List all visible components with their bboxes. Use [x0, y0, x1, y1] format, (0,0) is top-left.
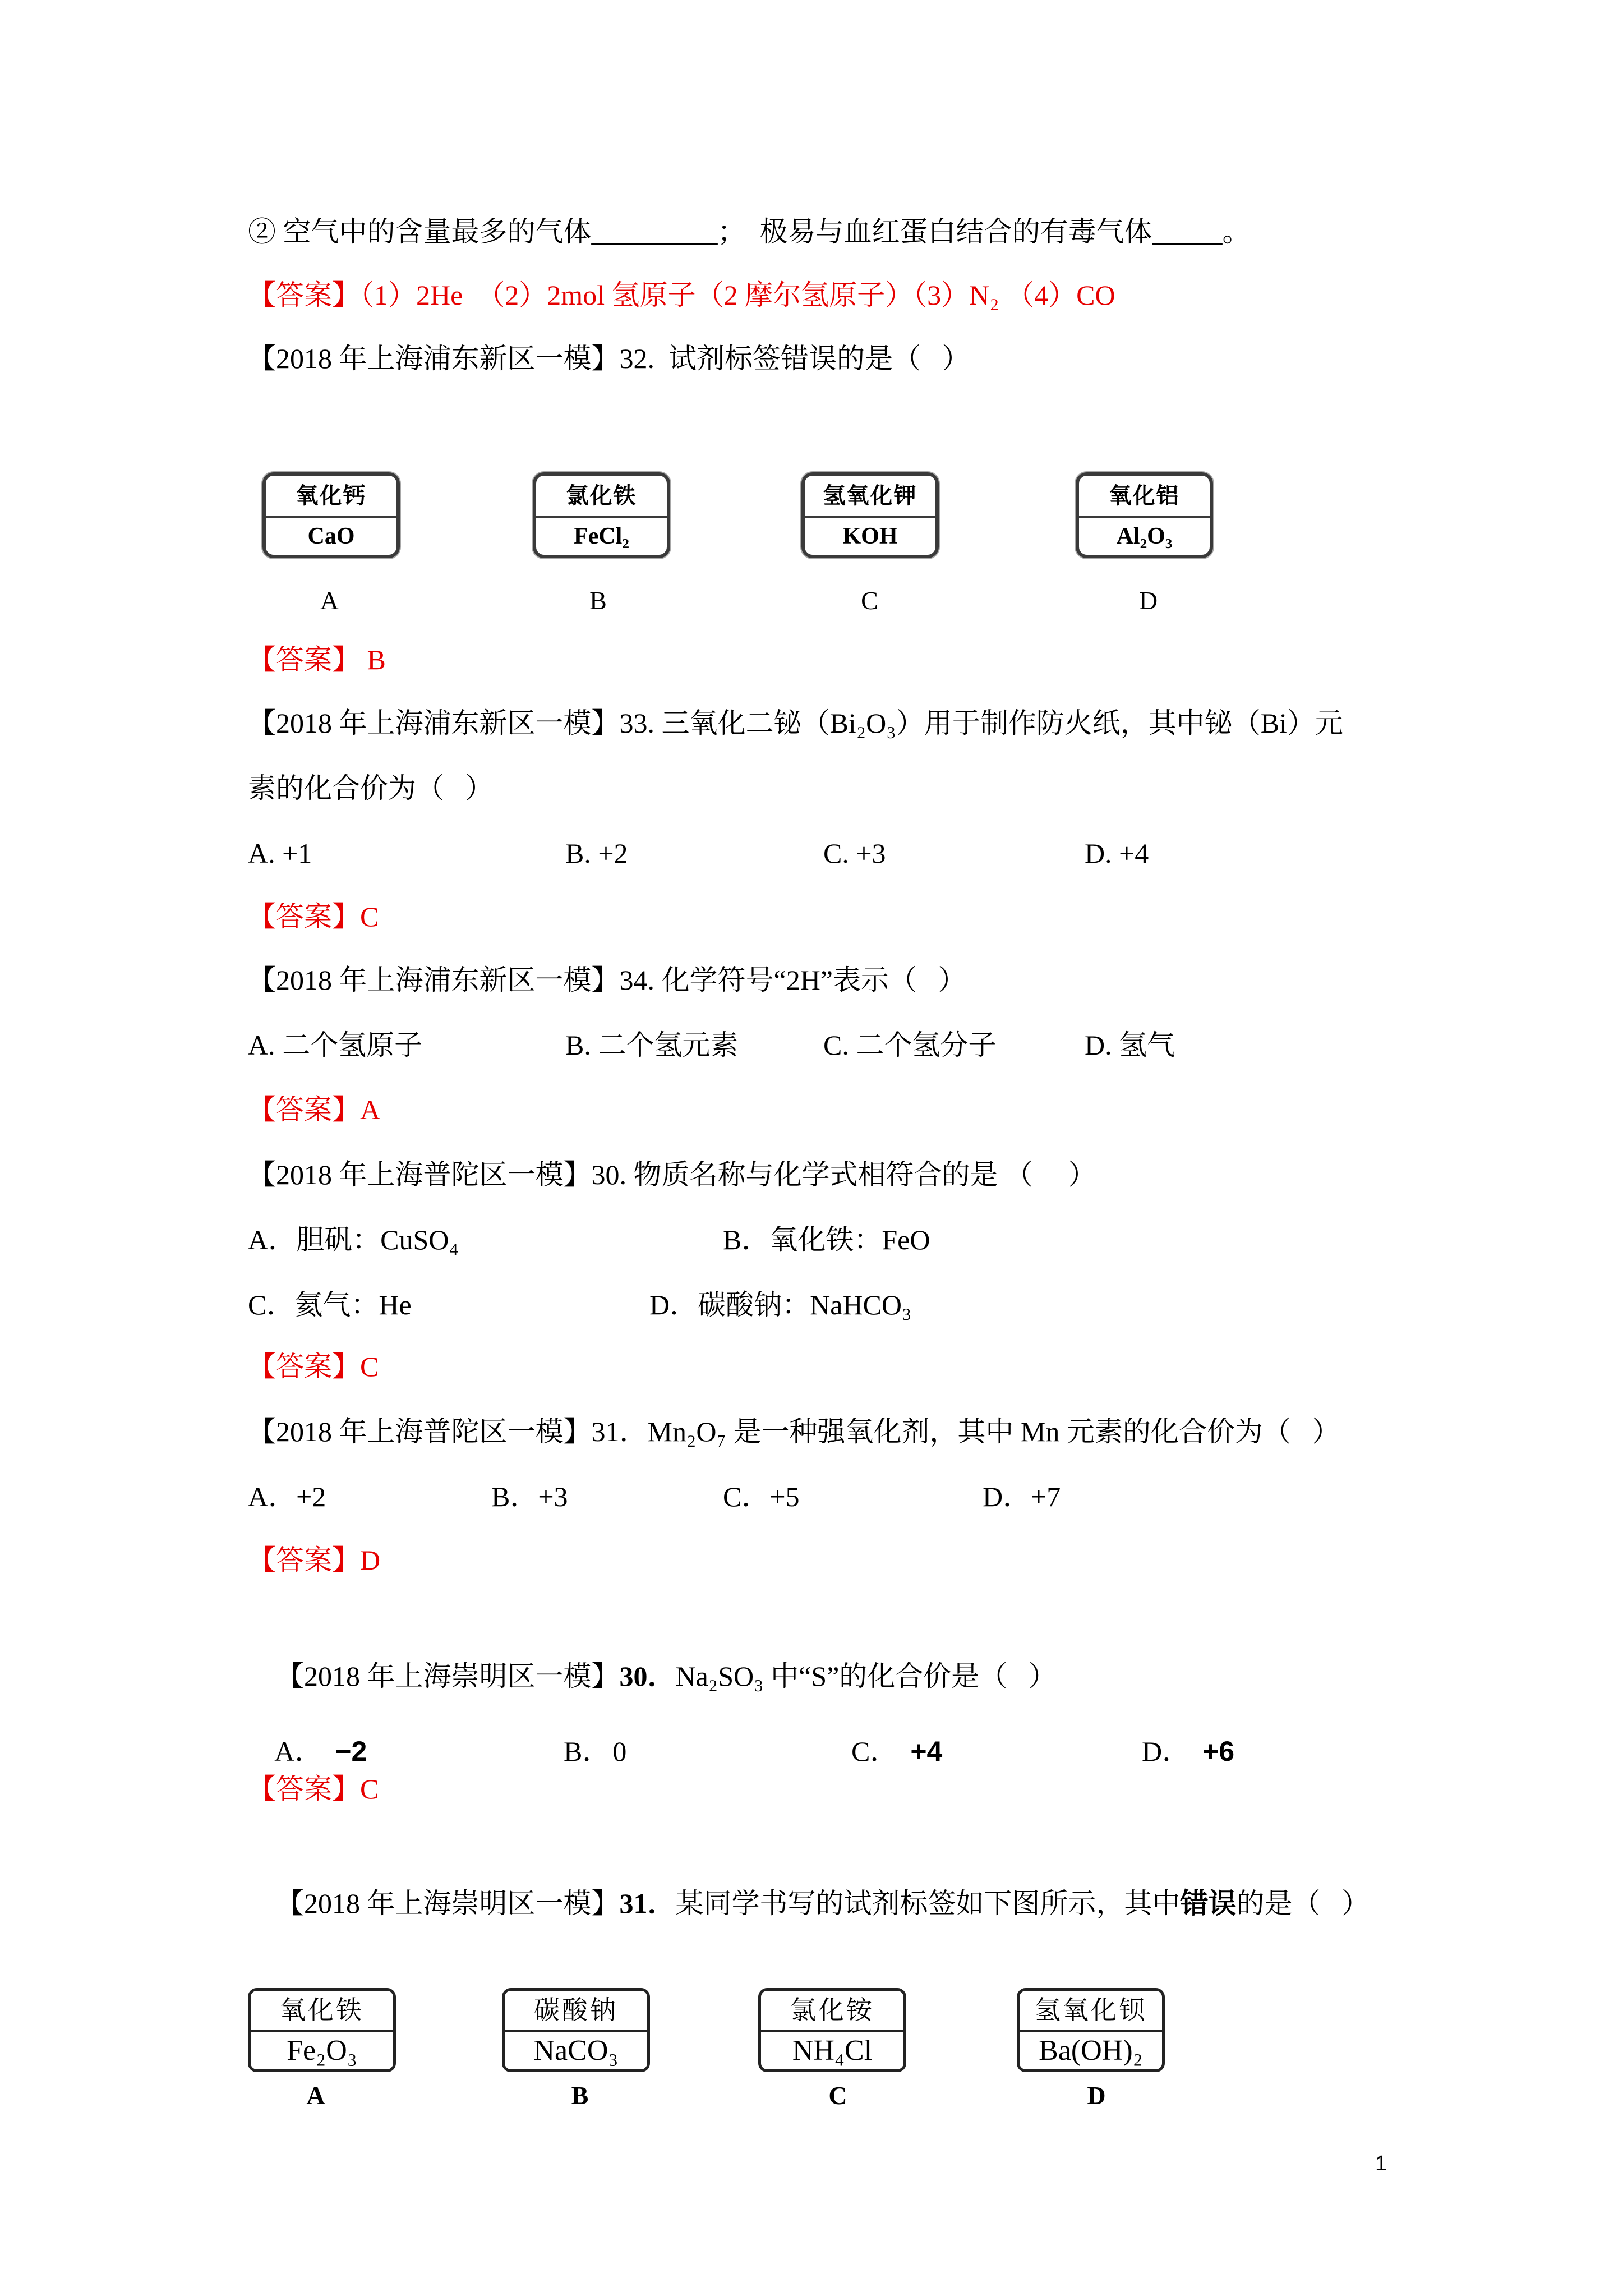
option-d: D．+7	[983, 1481, 1061, 1512]
question-source: 【2018 年上海崇明区一模】	[276, 1888, 620, 1919]
reagent-label-formula: NaCO₃	[533, 2035, 619, 2067]
option-d	[1114, 1692, 1235, 1767]
option-letter: C	[861, 586, 878, 615]
option-a: A. +1	[248, 838, 312, 869]
option-a	[248, 1692, 367, 1767]
option-a: A. 二个氢原子	[248, 1029, 423, 1061]
option-b: B. +2	[565, 838, 628, 869]
question-32-answer: 【答案】 B	[248, 644, 386, 675]
reagent-label-formula: Fe₂O₃	[287, 2035, 357, 2067]
option-b: B．+3	[491, 1481, 568, 1512]
question-emphasis: 错误	[1180, 1888, 1237, 1919]
reagent-label-formula: FeCl₂	[574, 523, 629, 549]
fill-in-answer: 【答案】（1）2He （2）2mol 氢原子（2 摩尔氢原子）（3）N₂ （4）CO	[248, 279, 1115, 311]
chongming-30-answer: 【答案】C	[248, 1773, 379, 1805]
option-value: 0	[612, 1736, 627, 1767]
option-a: A．胆矾：CuSO₄	[248, 1224, 459, 1255]
reagent-label-formula: Al₂O₃	[1116, 523, 1173, 549]
option-c: C. +3	[823, 838, 886, 869]
option-b: B．氧化铁：FeO	[723, 1224, 930, 1255]
question-number: 31．	[619, 1888, 676, 1919]
option-b	[536, 1692, 627, 1767]
option-label: A．	[274, 1736, 323, 1767]
option-label: B．	[564, 1736, 611, 1767]
reagent-label-card	[533, 472, 670, 558]
option-letter: A	[320, 586, 339, 615]
option-letter: A	[306, 2081, 325, 2110]
question-text-end: 的是（ ）	[1236, 1888, 1370, 1919]
option-d: D. +4	[1085, 838, 1149, 869]
chongming-30-stem	[248, 1617, 1057, 1692]
fill-in-question: ② 空气中的含量最多的气体_________； 极易与血红蛋白结合的有毒气体_____。	[248, 216, 1251, 247]
question-33-answer: 【答案】C	[248, 901, 379, 932]
putuo-30-answer: 【答案】C	[248, 1351, 379, 1382]
option-a: A．+2	[248, 1481, 326, 1512]
option-label: C．	[851, 1736, 898, 1767]
reagent-label-formula: Ba(OH)₂	[1039, 2035, 1143, 2067]
question-33-stem-line1: 【2018 年上海浦东新区一模】33. 三氧化二铋（Bi₂O₃）用于制作防火纸，其中铋（Bi）元	[248, 707, 1343, 739]
option-letter: B	[589, 586, 607, 615]
putuo-31-stem: 【2018 年上海普陀区一模】31．Mn₂O₇ 是一种强氧化剂，其中 Mn 元素的化合价为（ ）	[248, 1416, 1340, 1447]
reagent-label-name: 氯化铁	[536, 476, 667, 518]
question-32-stem: 【2018 年上海浦东新区一模】32. 试剂标签错误的是（ ）	[248, 343, 970, 374]
putuo-31-answer: 【答案】D	[248, 1544, 381, 1576]
option-c: C. 二个氢分子	[823, 1029, 997, 1061]
question-33-stem-line2: 素的化合价为（ ）	[248, 772, 494, 804]
question-number: 30．	[619, 1660, 676, 1692]
reagent-label-card	[801, 472, 939, 558]
reagent-label-name: 碳酸钠	[505, 1991, 647, 2032]
reagent-label-name: 氧化铁	[251, 1991, 393, 2032]
question-text: Na₂SO₃ 中“S”的化合价是（ ）	[675, 1660, 1057, 1692]
option-letter: D	[1087, 2081, 1106, 2110]
page-number: 1	[1375, 2152, 1387, 2175]
option-label: D．	[1142, 1736, 1191, 1767]
reagent-label-card	[502, 1988, 650, 2072]
reagent-label-formula: KOH	[842, 523, 898, 549]
reagent-label-card	[1076, 472, 1213, 558]
reagent-label-name: 氧化铝	[1079, 476, 1210, 518]
option-d: D．碳酸钠：NaHCO₃	[649, 1289, 912, 1320]
reagent-label-card	[248, 1988, 396, 2072]
option-c: C．+5	[723, 1481, 800, 1512]
chongming-31-stem	[248, 1844, 1370, 1919]
reagent-label-card	[1017, 1988, 1165, 2072]
question-source: 【2018 年上海崇明区一模】	[276, 1660, 620, 1692]
option-letter: D	[1138, 586, 1158, 615]
reagent-label-name: 氢氧化钾	[805, 476, 935, 518]
reagent-label-formula: NH₄Cl	[792, 2035, 873, 2067]
putuo-30-stem: 【2018 年上海普陀区一模】30. 物质名称与化学式相符合的是 （ ）	[248, 1159, 1096, 1190]
option-letter: C	[828, 2081, 847, 2110]
option-letter: B	[571, 2081, 589, 2110]
option-value: −2	[335, 1736, 367, 1767]
reagent-label-formula: CaO	[307, 523, 355, 549]
reagent-label-card	[262, 472, 400, 558]
option-value: +6	[1202, 1736, 1235, 1767]
question-34-answer: 【答案】A	[248, 1094, 381, 1125]
question-text: 某同学书写的试剂标签如下图所示，其中	[675, 1888, 1181, 1919]
option-value: +4	[910, 1736, 943, 1767]
option-d: D. 氢气	[1085, 1029, 1175, 1061]
option-c	[823, 1692, 943, 1767]
question-34-stem: 【2018 年上海浦东新区一模】34. 化学符号“2H”表示（ ）	[248, 964, 966, 996]
option-c: C．氦气：He	[248, 1289, 412, 1320]
reagent-label-name: 氯化铵	[761, 1991, 903, 2032]
reagent-label-card	[758, 1988, 906, 2072]
option-b: B. 二个氢元素	[565, 1029, 739, 1061]
reagent-label-name: 氧化钙	[266, 476, 396, 518]
reagent-label-name: 氢氧化钡	[1020, 1991, 1162, 2032]
